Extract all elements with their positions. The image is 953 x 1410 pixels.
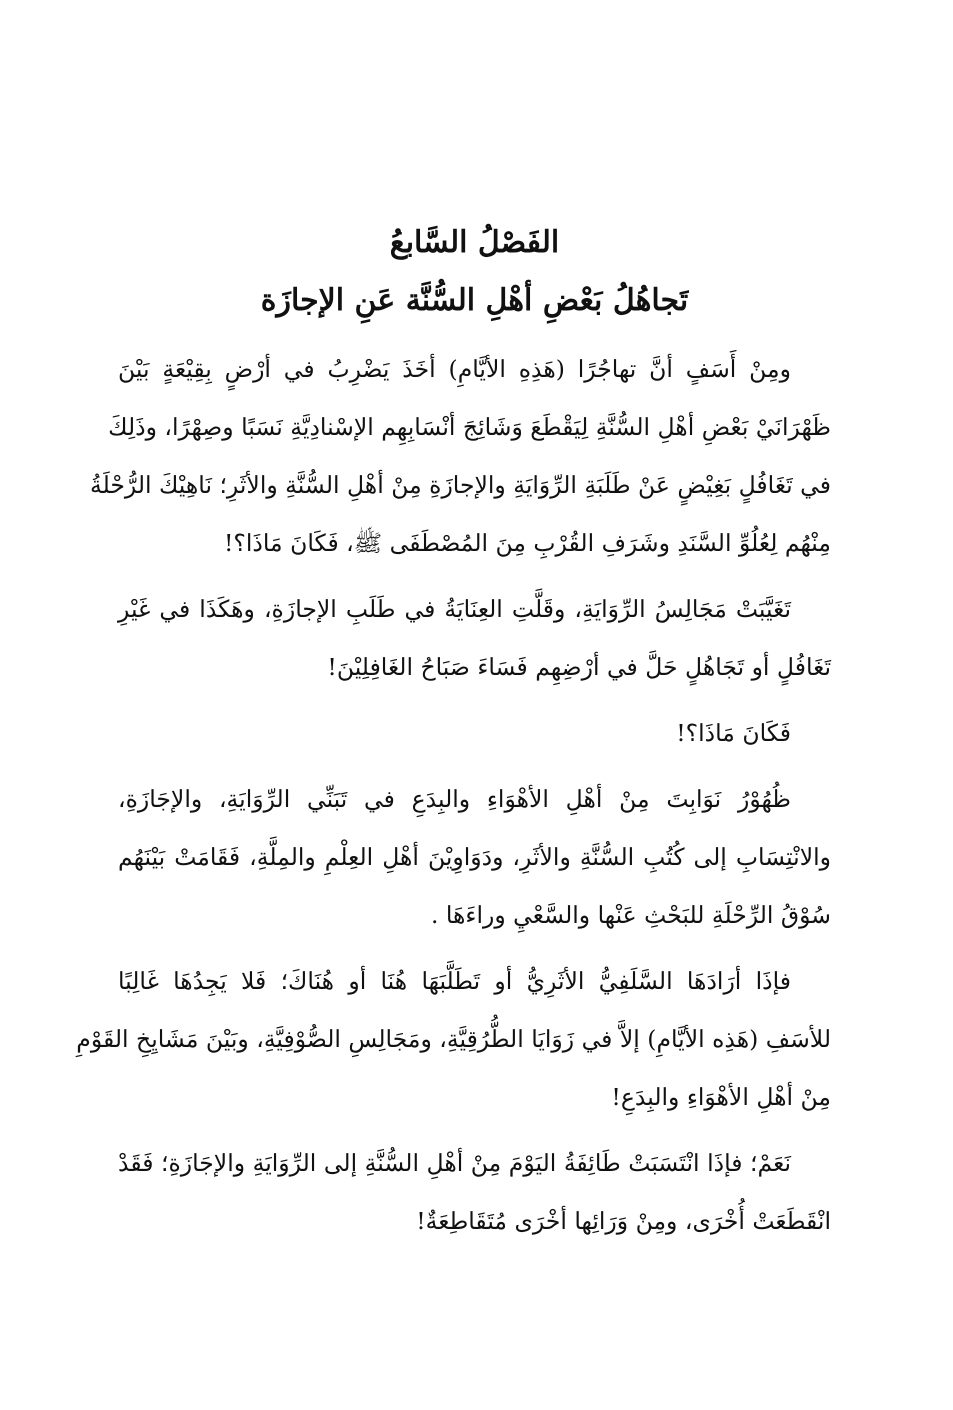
text-line: نَعَمْ؛ فإذَا انْتَسَبَتْ طَائِفَةُ اليَوْمَ مِنْ أهْلِ السُّنَّةِ إلى الرِّوَايَةِ والإجَازَةِ؛ فَقَدْ bbox=[118, 1149, 791, 1177]
text-line: في تَغَافُلٍ بَغِيْضٍ عَنْ طَلَبَةِ الرِّوَايَةِ والإجازَةِ مِنْ أهْلِ السُّنَّةِ والأثَرِ؛ نَاهِيْكَ الرُّحْلَةُ bbox=[89, 471, 831, 499]
text-line: ومِنْ أَسَفٍ أنَّ تهاجُرًا (هَذِهِ الأيَّامِ) أخَذَ يَضْرِبُ في أرْضٍ بِقِيْعَةٍ بَيْنَ bbox=[118, 355, 791, 383]
text-line: للأسَفِ (هَذِه الأيَّامِ) إلاَّ في زَوَايَا الطُّرُقِيَّةِ، ومَجَالِسِ الصُّوْفِيَّةِ، وبَيْنَ مَشَايِخِ القَوْمِ bbox=[76, 1025, 831, 1053]
paragraph-4 bbox=[118, 770, 831, 944]
text-line: ظُهُوْرُ نَوَابِتَ مِنْ أهْلِ الأهْوَاءِ والبِدَعِ في تَبَنِّي الرِّوَايَةِ، والإجَازَةِ، bbox=[118, 785, 791, 813]
paragraph-2 bbox=[118, 580, 831, 696]
body-text bbox=[76, 340, 831, 1250]
text-line: انْقَطَعَتْ أُخْرَى، ومِنْ وَرَائِها أخْرَى مُتَقَاطِعَةٌ! bbox=[416, 1207, 831, 1235]
text-line: تَغَافُلٍ أو تَجَاهُلٍ حَلَّ في أرْضِهِم فَسَاءَ صَبَاحُ الغَافِلِيْنَ! bbox=[327, 653, 831, 681]
paragraph-3 bbox=[118, 704, 831, 762]
paragraph-1 bbox=[89, 340, 831, 572]
chapter-title: الفَصْلُ السَّابعُ bbox=[389, 225, 560, 260]
text-line: فإذَا أرَادَهَا السَّلَفِيُّ الأثَرِيُّ أو تَطَلَّبَهَا هُنَا أو هُنَاكَ؛ فَلا يَجِدُهَا غَالِبًا bbox=[118, 967, 791, 995]
paragraph-6 bbox=[118, 1134, 831, 1250]
text-line: مِنْهُم لِعُلُوِّ السَّنَدِ وشَرَفِ القُرْبِ مِنَ المُصْطَفَى ﷺ، فَكَانَ مَاذَا؟! bbox=[223, 529, 831, 557]
section-title: تَجاهُلُ بَعْضِ أهْلِ السُّنَّة عَنِ الإجازَة bbox=[260, 283, 689, 318]
text-line: ظَهْرَانَيْ بَعْضِ أهْلِ السُّنَّةِ لِيَقْطَعَ وَشَائِجَ أنْسَابِهِم الإسْنادِيَّةِ نَسَبًا وصِهْرًا، وذَلِكَ bbox=[108, 413, 831, 441]
paragraph-5 bbox=[76, 952, 831, 1126]
text-line: مِنْ أهْلِ الأهْوَاءِ والبِدَعِ! bbox=[611, 1083, 831, 1111]
text-line: فَكَانَ مَاذَا؟! bbox=[676, 719, 791, 747]
text-line: تَغَيَّبَتْ مَجَالِسُ الرِّوَايَةِ، وقَلَّتِ العِنَايَةُ في طَلَبِ الإجازَةِ، وهَكَذَا في غَيْرِ bbox=[118, 595, 791, 623]
text-line: سُوْقُ الرِّحْلَةِ للبَحْثِ عَنْها والسَّعْيِ وراءَهَا . bbox=[430, 901, 831, 929]
text-line: والانْتِسَابِ إلى كُتُبِ السُّنَّةِ والأثَرِ، ودَوَاوِيْنَ أهْلِ العِلْمِ والمِلَّةِ، فَقَامَتْ بَيْنَهُم bbox=[118, 843, 831, 871]
